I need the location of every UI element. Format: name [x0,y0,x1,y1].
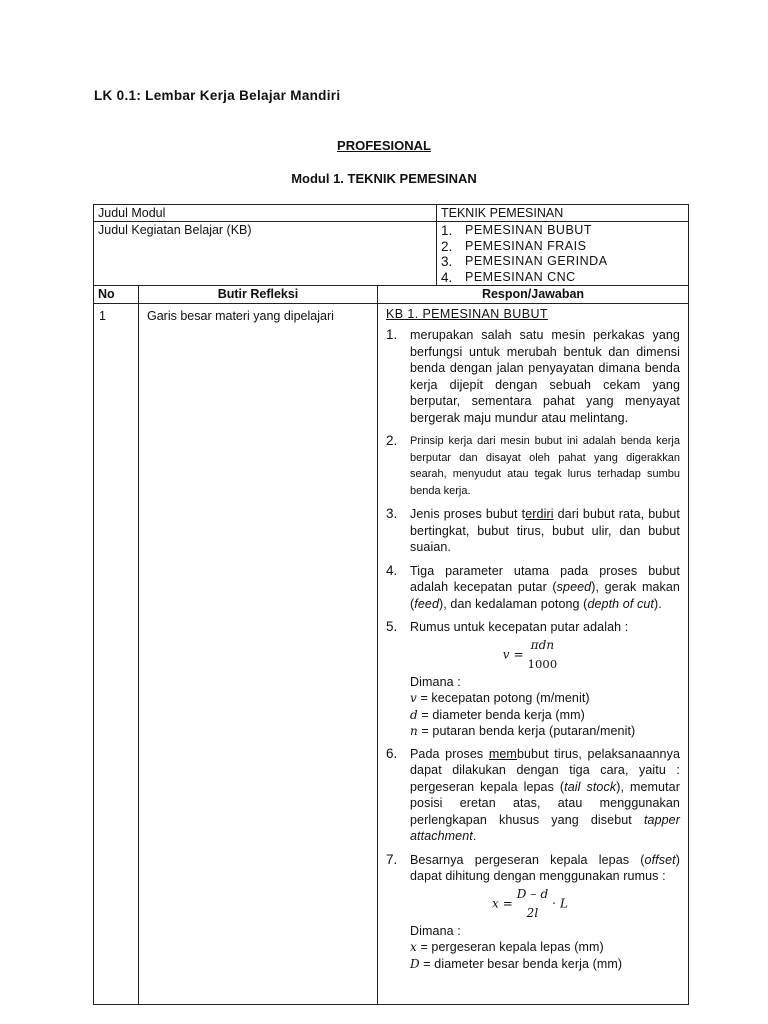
dimana-label: Dimana : [410,674,461,689]
row-number: 1 [94,304,139,1005]
formula-offset: x = D – d 2l · L [491,886,569,920]
kb-list-item: 3. PEMESINAN GERINDA [441,254,608,269]
reflection-table [93,285,689,1005]
header-no: No [94,286,139,304]
kb-heading: KB 1. PEMESINAN BUBUT [386,307,548,321]
response-item-4: 4. Tiga parameter utama pada proses bubut adalah kecepatan putar (speed), gerak makan (feed), dan kedalaman potong (depth of cut). [386,562,680,611]
response-item-2: 2. Prinsip kerja dari mesin bubut ini adalah benda kerja berputar dan disayat oleh pahat yang digerakkan searah, menyudut atau tegak lurus terhadap sumbu benda kerja. [386,433,680,497]
response-item-6: 6. Pada proses membubut tirus, pelaksanaannya dapat dilakukan dengan tiga cara, yaitu : pergeseran kepala lepas (tail stock), memutar posisi eretan atas, atau menggunakan perlengkapan khusus yang disebut tapper attachment. [386,745,680,843]
kb-list [441,223,684,285]
judul-kb-label: Judul Kegiatan Belajar (KB) [94,222,437,286]
response-item-7: 7. Besarnya pergeseran kepala lepas (offset) dapat dihitung dengan menggunakan rumus : x = D – d 2l · L Dimana : x = pergeseran kepala lepas (mm) D = diameter besar benda kerja (mm) [386,852,680,973]
judul-modul-value: TEKNIK PEMESINAN [437,205,689,222]
kb-list-cell [437,222,689,286]
module-info-table [93,204,689,286]
dimana-label-2: Dimana : [410,923,461,938]
formula-intro: Rumus untuk kecepatan putar adalah : [410,620,629,634]
response-item-1: 1. merupakan salah satu mesin perkakas yang berfungsi untuk merubah bentuk dan dimensi benda dengan jalan penyayatan dimana benda kerja dijepit dengan sebuah cekam yang berputar, sementara pahat yang menyayat bergerak maju mundur atau melintang. [386,327,680,425]
butir-refleksi-text: Garis besar materi yang dipelajari [139,304,378,1005]
header-butir-refleksi: Butir Refleksi [139,286,378,304]
document-title: LK 0.1: Lembar Kerja Belajar Mandiri [94,88,341,103]
kb-list-item: 2. PEMESINAN FRAIS [441,238,587,254]
judul-modul-label: Judul Modul [94,205,437,222]
formula-kecepatan: v = πdn 1000 [502,637,558,671]
response-item-3: 3. Jenis proses bubut terdiri dari bubut rata, bubut bertingkat, bubut tirus, bubut ulir, dan bubut suaian. [386,506,681,554]
kb-list-item: 1. PEMESINAN BUBUT [441,223,592,238]
respon-cell [378,304,689,1005]
section-title: PROFESIONAL [337,138,431,153]
response-list [386,327,680,972]
response-item-5: 5. Rumus untuk kecepatan putar adalah : v = πdn 1000 Dimana : v = kecepatan potong (m/menit) d = diameter benda kerja (mm) n = putaran benda kerja (putaran/menit) [386,619,680,740]
module-title: Modul 1. TEKNIK PEMESINAN [291,171,477,186]
kb-list-item: 4. PEMESINAN CNC [441,269,576,285]
header-respon: Respon/Jawaban [378,286,689,304]
